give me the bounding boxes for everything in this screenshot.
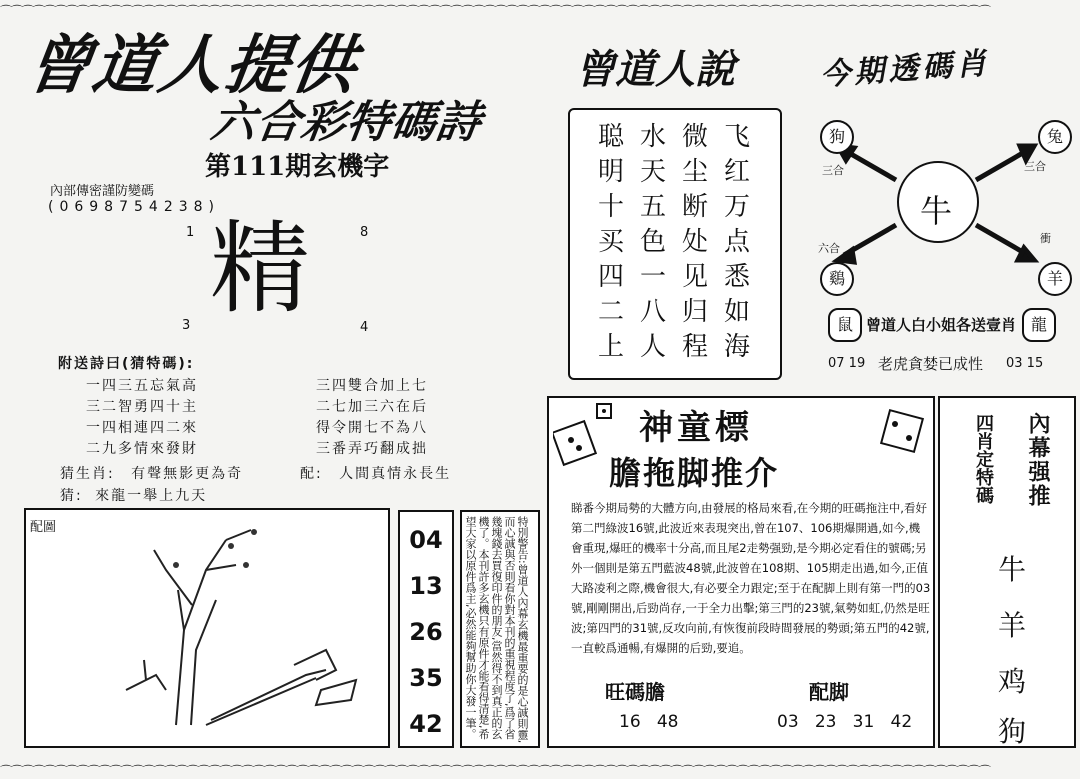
top-border: ⌒⌒⌒⌒⌒⌒⌒⌒⌒⌒⌒⌒⌒⌒⌒⌒⌒⌒⌒⌒⌒⌒⌒⌒⌒⌒⌒⌒⌒⌒⌒⌒⌒⌒⌒⌒⌒⌒⌒⌒⌒⌒⌒⌒⌒⌒⌒⌒⌒⌒⌒⌒⌒⌒⌒⌒⌒⌒⌒⌒⌒⌒⌒⌒⌒⌒⌒⌒⌒⌒⌒⌒⌒⌒⌒⌒⌒⌒⌒⌒⌒⌒⌒⌒⌒⌒⌒⌒⌒⌒: [0, 4, 991, 16]
side-zodiac: 牛: [998, 553, 1027, 586]
poem-char: 五: [639, 192, 666, 222]
recommend-title: 膽拖脚推介: [609, 454, 780, 492]
picture-panel: [24, 508, 390, 748]
zodiac-footer-text: 老虎貪婪已成性: [878, 355, 984, 373]
recommend-body: 睇番今期局勢的大體方向,由發展的格局來看,在今期的旺碼拖注中,看好第二門綠波16號,此波近來表現突出,曾在107、106期爆開過,如今,機會重現,爆旺的機率十分高,而且尾2走勢强勁,是今期必定看住的號碼;另外一個則是第五門藍波48號,此波曾在108期、105期走出過,如今,正值大路凌利之際,機會很大,有必要全力跟定;至于在配脚上則有第一門的03號,剛剛開出,后勁尚存,一于全力出擊;第三門的23號,氣勢如虹,仍然是旺波;第四門的31號,反攻向前,有恢復前段時間發展的勢頭;第五門的42號,一直較爲通暢,有爆開的后勁,要追。: [571, 501, 931, 655]
hot-numbers-label: 旺碼膽: [605, 680, 665, 704]
dice-icon: [553, 402, 613, 472]
verse-line: 二九多情來發財: [86, 441, 198, 457]
corner-num-tl: 1: [186, 225, 195, 240]
poem-box: [568, 108, 782, 380]
notice-panel: [460, 510, 540, 748]
hot-numbers: 16 48: [619, 712, 679, 732]
poem-grid: [590, 120, 760, 365]
relation-label: 六合: [818, 242, 840, 255]
guess-label: 猜:: [60, 488, 83, 504]
numbers-column: [398, 510, 454, 748]
poem-char: 天: [639, 157, 666, 187]
panel-label-b: 內幕强推: [1025, 412, 1050, 508]
verse-line: 得令開七不為八: [316, 420, 428, 436]
pair-label: 配:: [300, 466, 323, 482]
poem-char: 如: [723, 297, 750, 327]
verse-line: 一四相連四二來: [86, 420, 198, 436]
number-item: 04: [409, 526, 443, 554]
poem-char: 红: [723, 157, 750, 187]
tree-axe-illustration: [26, 510, 388, 746]
number-item: 26: [409, 618, 443, 646]
poem-char: 归: [681, 297, 708, 327]
pair-row: [300, 463, 451, 483]
number-item: 42: [409, 710, 443, 738]
corner-num-br: 4: [360, 320, 369, 335]
mystery-character: 精: [210, 210, 310, 327]
dice-icon: [879, 408, 927, 460]
zodiac-dragon-icon: 龍: [1022, 308, 1056, 342]
four-zodiac-panel: [938, 396, 1076, 748]
picture-label: 配圖: [30, 520, 57, 535]
verses-heading: 附送詩曰(猜特碼):: [58, 356, 195, 372]
zodiac-rooster-icon: 鷄: [820, 262, 854, 296]
verse-line: 三二智勇四十主: [86, 399, 198, 415]
poem-char: 尘: [681, 157, 708, 187]
poem-char: 一: [639, 262, 666, 292]
number-item: 35: [409, 664, 443, 692]
guess-row: [60, 485, 207, 505]
zodiac-footer-left: 07 19: [828, 356, 866, 371]
poem-char: 十: [597, 192, 624, 222]
pair-numbers: 03 23 31 42: [777, 712, 913, 732]
side-zodiac: 羊: [998, 609, 1027, 642]
poem-char: 买: [597, 227, 624, 257]
poem-char: 四: [597, 262, 624, 292]
pair-text: 人間真情永長生: [339, 466, 452, 482]
guess-zodiac-label: 猜生肖:: [60, 466, 115, 482]
verse-line: 三四雙合加上七: [316, 378, 428, 394]
poem-char: 上: [597, 332, 624, 362]
poem-char: 八: [639, 297, 666, 327]
zodiac-bottom-text: 曾道人白小姐各送壹肖: [866, 316, 1017, 334]
recommend-panel: [547, 396, 935, 748]
poem-char: 悉: [723, 262, 750, 292]
panel-label-a: 四肖定特碼: [973, 414, 994, 504]
relation-label: 衝: [1040, 232, 1051, 245]
pair-numbers-label: 配脚: [809, 680, 849, 704]
corner-num-tr: 8: [360, 225, 369, 240]
poem-char: 海: [723, 332, 750, 362]
internal-label: 內部傳密謹防變碼: [50, 184, 155, 199]
bottom-border: ⌒⌒⌒⌒⌒⌒⌒⌒⌒⌒⌒⌒⌒⌒⌒⌒⌒⌒⌒⌒⌒⌒⌒⌒⌒⌒⌒⌒⌒⌒⌒⌒⌒⌒⌒⌒⌒⌒⌒⌒⌒⌒⌒⌒⌒⌒⌒⌒⌒⌒⌒⌒⌒⌒⌒⌒⌒⌒⌒⌒⌒⌒⌒⌒⌒⌒⌒⌒⌒⌒⌒⌒⌒⌒⌒⌒⌒⌒⌒⌒⌒⌒⌒⌒⌒⌒⌒⌒⌒⌒: [0, 764, 991, 776]
guess-zodiac-row: [60, 463, 243, 483]
zodiac-rabbit-icon: 兔: [1038, 120, 1072, 154]
issue-label: 第111期玄機字: [205, 152, 390, 182]
zodiac-panel-title: 今期透碼肖: [819, 46, 992, 93]
corner-num-bl: 3: [182, 318, 191, 333]
poem-char: 飞: [723, 122, 750, 152]
internal-code: (0698754238): [48, 199, 220, 215]
poem-char: 水: [639, 122, 666, 152]
poem-char: 点: [723, 227, 750, 257]
notice-text: 特別警告:曾道人內幕玄機最重要的是心誠則靈,而心誠與否則看你對本刊的重視程度了,爲了省幾塊錢去買復印件的朋友,當然得不到真正的玄機了。本刊許多玄機只有原件才能看得清楚,希望大家以原件爲主,必然能夠幫助你大發一筆。: [464, 516, 529, 744]
poem-char: 万: [723, 192, 750, 222]
zodiac-footer-right: 03 15: [1006, 356, 1044, 371]
poem-title: 曾道人說: [575, 46, 735, 93]
number-item: 13: [409, 572, 443, 600]
zodiac-dog-icon: 狗: [820, 120, 854, 154]
poem-char: 断: [681, 192, 708, 222]
relation-label: 三合: [1024, 160, 1046, 173]
side-zodiac: 狗: [998, 715, 1027, 748]
poem-char: 人: [639, 332, 666, 362]
poem-char: 二: [597, 297, 624, 327]
verse-line: 三番弄巧翻成拙: [316, 441, 428, 457]
recommend-title-top: 神童標: [639, 408, 753, 448]
side-zodiac: 鸡: [998, 665, 1027, 698]
zodiac-rat-icon: 鼠: [828, 308, 862, 342]
poem-char: 微: [681, 122, 708, 152]
verses-right: [316, 376, 428, 460]
guess-text: 來龍一舉上九天: [95, 488, 208, 504]
poem-char: 聪: [597, 122, 624, 152]
poem-char: 处: [681, 227, 708, 257]
poem-char: 色: [639, 227, 666, 257]
sub-title: 六合彩特碼詩: [207, 97, 485, 148]
verses-left: [86, 376, 198, 460]
poem-char: 明: [597, 157, 624, 187]
relation-label: 三合: [822, 164, 844, 177]
verse-line: 一四三五忘氣高: [86, 378, 198, 394]
zodiac-center: 牛: [920, 192, 953, 230]
guess-zodiac-text: 有聲無影更為奇: [131, 466, 244, 482]
poem-char: 见: [681, 262, 708, 292]
poem-char: 程: [681, 332, 708, 362]
main-title: 曾道人提供: [21, 29, 363, 103]
zodiac-goat-icon: 羊: [1038, 262, 1072, 296]
verse-line: 二七加三六在后: [316, 399, 428, 415]
